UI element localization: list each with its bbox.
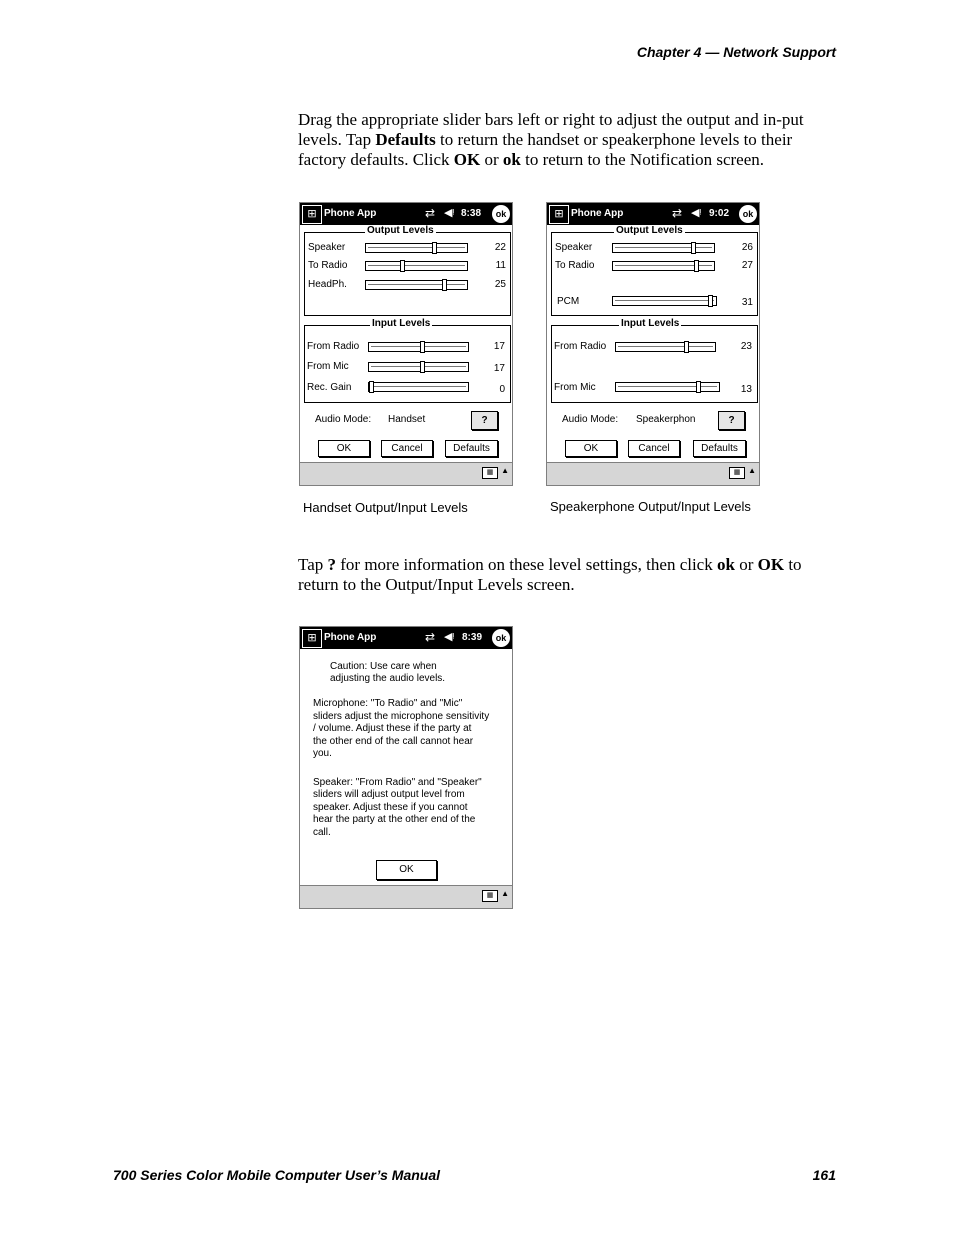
speaker-slider-thumb[interactable] [691,242,696,254]
para2-text-3: or [734,555,758,574]
para2-text-4: to return to the Output/Input Levels screen. [298,555,802,594]
ok-button[interactable]: OK [376,860,437,880]
from-mic-slider[interactable] [615,382,720,392]
from-mic-slider-thumb[interactable] [696,381,701,393]
clock[interactable]: 8:38 [461,208,482,219]
windows-flag-icon[interactable]: ⊞ [302,629,322,648]
audio-mode-value: Speakerphon [636,414,696,425]
help-mic-line-2: sliders adjust the microphone sensitivity [313,711,490,722]
help-speaker-line-1: Speaker: "From Radio" and "Speaker" [313,777,482,788]
help-speaker-line-3: speaker. Adjust these if you cannot [313,802,468,813]
speaker-icon[interactable]: ◀ᵎ [444,631,455,643]
cancel-button[interactable]: Cancel [628,440,680,457]
menu-bar [547,462,759,485]
from-radio-value: 23 [740,341,752,352]
para1-bold-defaults: Defaults [375,130,436,149]
title-bar [547,203,759,225]
help-speaker-line-5: call. [313,827,331,838]
para1-text-1: Drag the appropriate slider bars left or right to adjust the output and in-put levels. Tap [298,110,804,149]
app-title: Phone App [571,208,624,219]
from-mic-slider-thumb[interactable] [420,361,425,373]
headphone-slider-thumb[interactable] [442,279,447,291]
sync-arrows-icon[interactable]: ⇄ [672,206,683,220]
speaker-slider[interactable] [612,243,715,253]
input-levels-group [551,318,758,403]
speaker-value: 26 [741,242,753,253]
speakerphone-levels-screen [546,202,760,486]
para1-text-3: or [480,150,503,169]
from-mic-value: 13 [740,384,752,395]
help-mic-line-4: the other end of the call cannot hear [313,736,474,747]
output-levels-legend: Output Levels [367,225,434,236]
speaker-slider-thumb[interactable] [432,242,437,254]
ok-button[interactable]: OK [318,440,370,457]
title-bar [300,627,512,649]
help-speaker-line-4: hear the party at the other end of the [313,814,476,825]
menu-bar [300,885,512,908]
output-levels-legend: Output Levels [616,225,683,236]
para1-text-4: to return to the Notification screen. [520,150,764,169]
handset-levels-screen [299,202,513,486]
cancel-button[interactable]: Cancel [381,440,433,457]
handset-caption: Handset Output/Input Levels [303,500,468,515]
from-mic-label: From Mic [554,382,596,393]
from-radio-slider[interactable] [368,342,469,352]
input-levels-legend: Input Levels [621,318,680,329]
pcm-slider-thumb[interactable] [708,295,713,307]
para2-bold-ok-lower: ok [716,555,735,574]
running-header: Chapter 4 — Network Support [636,44,836,60]
from-mic-slider[interactable] [368,362,469,372]
to-radio-slider-thumb[interactable] [400,260,405,272]
from-radio-label: From Radio [554,341,607,352]
headphone-value: 25 [494,279,506,290]
pcm-value: 31 [741,297,753,308]
from-radio-value: 17 [493,341,505,352]
to-radio-value: 27 [741,260,753,271]
page-number: 161 [812,1167,836,1183]
help-caution-line-1: Caution: Use care when [330,661,437,672]
audio-mode-label: Audio Mode: [562,414,619,425]
keyboard-icon[interactable]: ▦ [482,467,498,479]
speaker-label: Speaker [555,242,593,253]
help-button[interactable]: ? [471,411,498,430]
to-radio-label: To Radio [308,260,348,271]
keyboard-icon[interactable]: ▦ [482,890,498,902]
to-radio-slider-thumb[interactable] [694,260,699,272]
from-mic-value: 17 [493,363,505,374]
to-radio-slider[interactable] [612,261,715,271]
instruction-paragraph-2 [298,555,843,595]
speaker-label: Speaker [308,242,346,253]
up-arrow-icon[interactable]: ▲ [501,889,509,898]
para1-bold-ok: OK [453,150,481,169]
sync-arrows-icon[interactable]: ⇄ [425,206,436,220]
to-radio-value: 11 [495,260,506,271]
para2-bold-question: ? [327,555,336,574]
ok-button[interactable]: OK [565,440,617,457]
footer-title: 700 Series Color Mobile Computer User’s Manual [113,1167,441,1183]
help-button[interactable]: ? [718,411,745,430]
ok-icon[interactable]: ok [492,205,510,223]
para2-text-1: Tap [298,555,328,574]
para2-text-2: for more information on these level settings, then click [336,555,717,574]
defaults-button[interactable]: Defaults [693,440,746,457]
sync-arrows-icon[interactable]: ⇄ [425,630,436,644]
clock[interactable]: 8:39 [462,632,483,643]
audio-mode-value: Handset [388,414,426,425]
app-title: Phone App [324,208,377,219]
from-radio-slider[interactable] [615,342,716,352]
app-title: Phone App [324,632,377,643]
to-radio-slider[interactable] [365,261,468,271]
speaker-slider[interactable] [365,243,468,253]
ok-icon[interactable]: ok [739,205,757,223]
output-levels-group [304,225,511,316]
para1-text-2: to return the handset or speakerphone levels to their factory defaults. Click [298,130,793,169]
help-mic-line-5: you. [313,748,332,759]
menu-bar [300,462,512,485]
from-radio-slider-thumb[interactable] [684,341,689,353]
rec-gain-label: Rec. Gain [307,382,352,393]
up-arrow-icon[interactable]: ▲ [501,466,509,475]
input-levels-group [304,318,511,403]
help-screen [299,626,513,909]
rec-gain-slider[interactable] [368,382,469,392]
pcm-slider[interactable] [612,296,717,306]
instruction-paragraph-1 [298,110,843,170]
from-mic-label: From Mic [307,361,349,372]
para1-bold-ok-lower: ok [502,150,521,169]
help-speaker-line-2: sliders will adjust output level from [313,789,465,800]
rec-gain-slider-thumb[interactable] [369,381,374,393]
from-radio-slider-thumb[interactable] [420,341,425,353]
defaults-button[interactable]: Defaults [445,440,498,457]
input-levels-legend: Input Levels [372,318,431,329]
speaker-value: 22 [494,242,506,253]
ok-icon[interactable]: ok [492,629,510,647]
headphone-label: HeadPh. [308,279,347,290]
para2-bold-ok: OK [757,555,785,574]
from-radio-label: From Radio [307,341,360,352]
windows-flag-icon[interactable]: ⊞ [302,205,322,224]
windows-flag-icon[interactable]: ⊞ [549,205,569,224]
help-mic-line-3: / volume. Adjust these if the party at [313,723,472,734]
pcm-label: PCM [557,296,580,307]
help-caution-line-2: adjusting the audio levels. [330,673,446,684]
speaker-icon[interactable]: ◀ᵎ [444,207,455,219]
up-arrow-icon[interactable]: ▲ [748,466,756,475]
keyboard-icon[interactable]: ▦ [729,467,745,479]
to-radio-label: To Radio [555,260,595,271]
headphone-slider[interactable] [365,280,468,290]
output-levels-group [551,225,758,316]
audio-mode-label: Audio Mode: [315,414,372,425]
rec-gain-value: 0 [499,384,505,395]
speakerphone-caption: Speakerphone Output/Input Levels [550,499,751,514]
speaker-icon[interactable]: ◀ᵎ [691,207,702,219]
help-mic-line-1: Microphone: "To Radio" and "Mic" [313,698,463,709]
title-bar [300,203,512,225]
clock[interactable]: 9:02 [709,208,730,219]
